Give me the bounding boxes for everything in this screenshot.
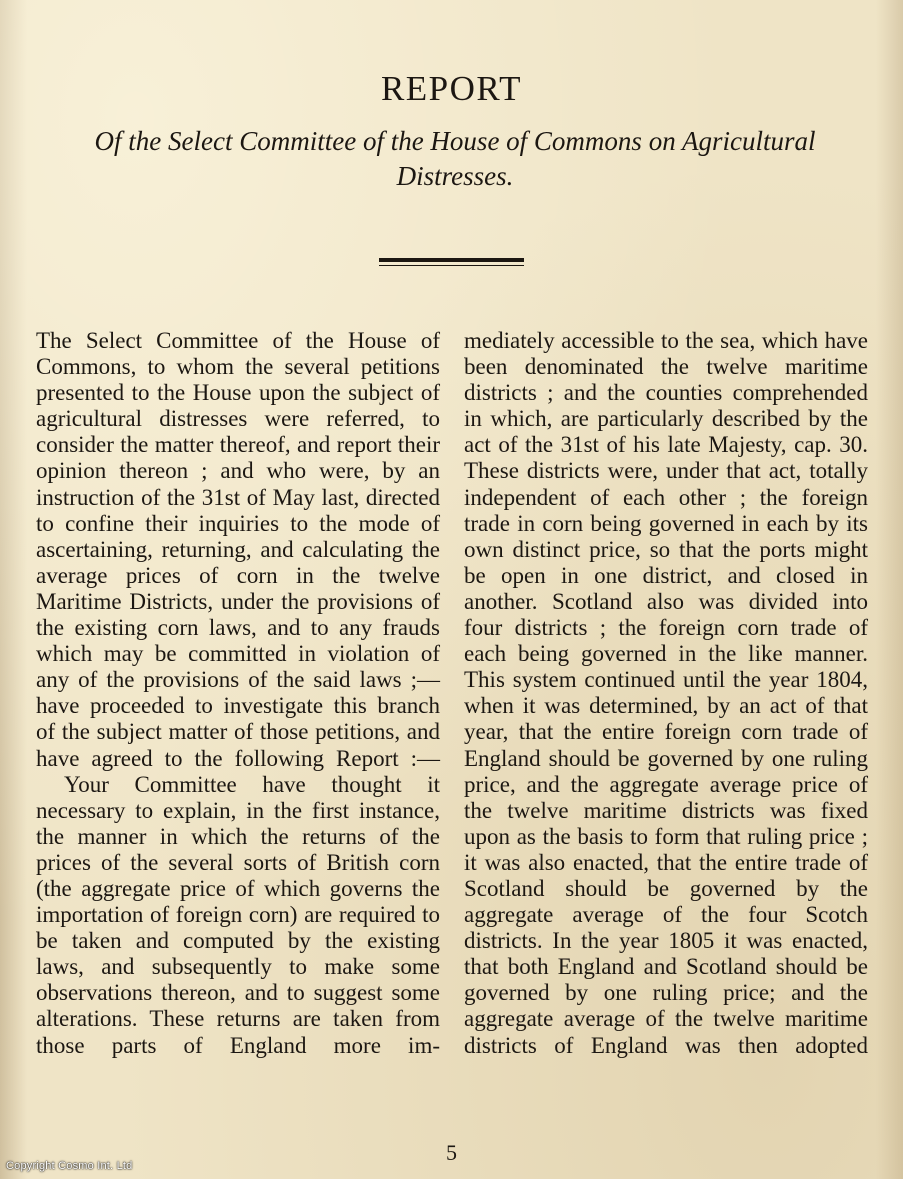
rule-thin-line	[379, 265, 524, 266]
left-paragraph-2: Your Committee have thought it necessary to explain, in the first instance, the manner in which the returns of the prices of the several sorts of British corn (the aggregate price of which governs the importation of foreign corn) are required to be taken and computed by the existing laws, and subsequently to make some observations thereon, and to suggest some alterations. These returns are taken from those parts of England more im-	[36, 771, 440, 1058]
title-rule	[379, 258, 524, 266]
copyright-watermark: Copyright Cosmo Int. Ltd	[6, 1160, 133, 1172]
left-paragraph-1: The Select Committee of the House of Commons, to whom the several petitions presented to the House upon the subject of agricultural distresses were referred, to consider the matter thereof, and report their opinion thereon ; and who were, by an instruction of the 31st of May last, directed to confine their inquiries to the mode of ascertaining, returning, and calculating the average prices of corn in the twelve Maritime Districts, under the provisions of the existing corn laws, and to any frauds which may be committed in violation of any of the provisions of the said laws ;—have proceeded to investigate this branch of the subject matter of those petitions, and have agreed to the following Report :—	[36, 328, 440, 771]
right-paragraph-1: mediately accessible to the sea, which have been denominated the twelve maritime districts ; and the counties comprehended in which, are particularly described by the act of the 31st of his late Majesty, cap. 30. These districts were, under that act, totally independent of each other ; the foreign trade in corn being governed in each by its own distinct price, so that the ports might be open in one district, and closed in another. Scotland also was divided into four districts ; the foreign corn trade of each being governed in the like manner. This system continued until the year 1804, when it was determined, by an act of that year, that the entire foreign corn trade of England should be governed by one ruling price, and the aggregate average price of the twelve maritime districts was fixed upon as the basis to form that ruling price ; it was also enacted, that the entire trade of Scotland should be governed by the aggregate average of the four Scotch districts. In the year 1805 it was enacted, that both England and Scotland should be governed by one ruling price; and the aggregate average of the twelve maritime districts of England was then adopted	[464, 328, 868, 1058]
right-column	[464, 328, 868, 1059]
report-subtitle: Of the Select Committee of the House of Commons on Agricultural Distresses.	[94, 126, 816, 191]
rule-thick-line	[379, 258, 524, 262]
page-number: 5	[446, 1140, 457, 1165]
left-column	[36, 328, 440, 1059]
report-title: REPORT	[380, 69, 523, 109]
